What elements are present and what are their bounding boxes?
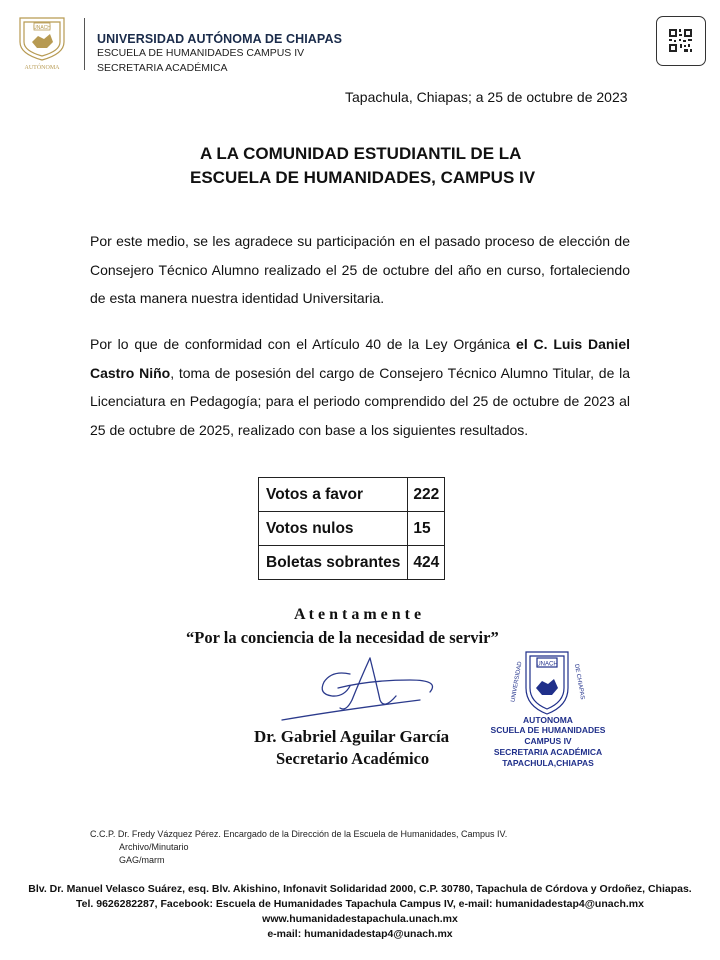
signer-title: Secretario Académico xyxy=(276,749,430,768)
title-line-1: A LA COMUNIDAD ESTUDIANTIL DE LA xyxy=(200,144,522,163)
paragraph-1-line-1: Por este medio, se les agradece su participación en el pasado proceso de elección de xyxy=(90,233,630,249)
ccp-line-1: C.C.P. Dr. Fredy Vázquez Pérez. Encargado de la Dirección de la Escuela de Humanidades, Campus IV. xyxy=(90,829,508,839)
ccp-line-2: Archivo/Minutario xyxy=(119,842,189,852)
atentamente: A t e n t a m e n t e xyxy=(294,606,422,623)
paragraph-1-line-2: Consejero Técnico Alumno realizado el 25 de octubre del año en curso, fortaleciendo xyxy=(90,261,630,278)
motto: “Por la conciencia de la necesidad de servir” xyxy=(186,628,499,647)
seal-line-4: SECRETARIA ACADÉMICA xyxy=(493,747,603,757)
nominee-name-part-1: el C. Luis Daniel xyxy=(516,336,630,352)
result-label: Boletas sobrantes xyxy=(259,546,408,580)
table-row xyxy=(259,478,445,512)
official-seal-icon xyxy=(490,648,605,721)
paragraph-2-text: Por lo que de conformidad con el Artículo 40 de la Ley Orgánica xyxy=(90,336,517,352)
result-label: Votos nulos xyxy=(259,512,408,546)
title-line-2: ESCUELA DE HUMANIDADES, CAMPUS IV xyxy=(190,168,536,187)
results-table xyxy=(258,477,445,580)
result-value: 424 xyxy=(408,546,445,580)
seal-line-5: TAPACHULA,CHIAPAS xyxy=(502,758,594,768)
website-link[interactable]: www.humanidadestapachula.unach.mx xyxy=(262,913,458,925)
seal-ring-left: UNIVERSIDAD xyxy=(510,661,524,703)
header-divider xyxy=(84,18,85,70)
seal-line-1: AUTONOMA xyxy=(523,715,573,725)
seal-badge: UNACH xyxy=(536,661,558,668)
paragraph-2-line-2 xyxy=(90,359,630,388)
address-line-1: Blv. Dr. Manuel Velasco Suárez, esq. Blv. Akishino, Infonavit Solidaridad 2000, C.P. 30780, Tapachula de Córdova y Ordoñez, Chiapas. xyxy=(28,883,692,895)
paragraph-2 xyxy=(90,330,630,444)
handwritten-signature xyxy=(280,652,460,729)
school-name: ESCUELA DE HUMANIDADES CAMPUS IV xyxy=(97,47,305,59)
seal-ring-right: DE CHIAPAS xyxy=(572,663,586,701)
seal-line-3: CAMPUS IV xyxy=(524,736,572,746)
date-line: Tapachula, Chiapas; a 25 de octubre de 2023 xyxy=(345,89,628,105)
paragraph-2-line-3: Licenciatura en Pedagogía; para el periodo comprendido del 25 de octubre de 2023 al xyxy=(90,393,630,409)
table-row xyxy=(259,512,445,546)
result-value: 222 xyxy=(408,478,445,512)
office-name: SECRETARIA ACADÉMICA xyxy=(97,62,228,74)
paragraph-2-line-4: 25 de octubre de 2025, realizado con base a los siguientes resultados. xyxy=(90,421,529,438)
paragraph-1-line-3: de esta manera nuestra identidad Universitaria. xyxy=(90,290,385,306)
address-line-2: Tel. 9626282287, Facebook: Escuela de Humanidades Tapachula Campus IV, e-mail: humanidadestap4@unach.mx xyxy=(76,898,644,910)
table-row xyxy=(259,546,445,580)
paragraph-1 xyxy=(90,227,630,313)
qr-code-icon[interactable] xyxy=(656,16,706,66)
seal-line-2: SCUELA DE HUMANIDADES xyxy=(490,725,606,735)
university-crest-logo xyxy=(10,12,74,72)
logo-badge: UNACH xyxy=(33,25,51,31)
university-name: UNIVERSIDAD AUTÓNOMA DE CHIAPAS xyxy=(97,32,343,46)
result-label: Votos a favor xyxy=(259,478,408,512)
result-value: 15 xyxy=(408,512,445,546)
nominee-name-part-2: Castro Niño xyxy=(90,364,171,381)
paragraph-2-text: , toma de posesión del cargo de Consejero Técnico Alumno Titular, de la xyxy=(170,364,630,381)
paragraph-2-line-1 xyxy=(90,330,630,359)
logo-caption: AUTÓNOMA xyxy=(24,65,60,71)
ccp-line-3: GAG/marm xyxy=(119,855,165,865)
email-link[interactable]: e-mail: humanidadestap4@unach.mx xyxy=(267,928,453,940)
signer-name: Dr. Gabriel Aguilar García xyxy=(254,727,450,746)
